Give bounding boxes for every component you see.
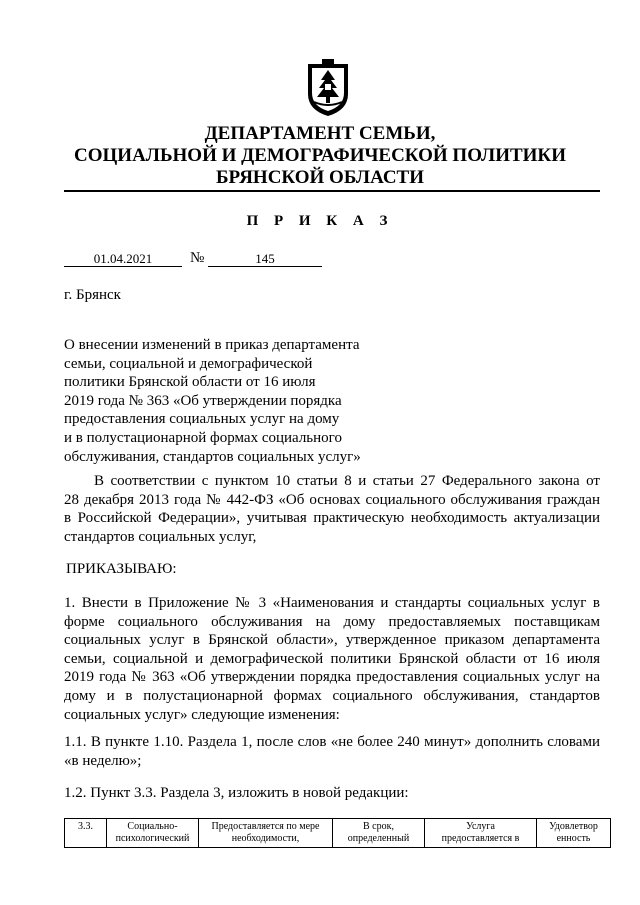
department-name-line3: БРЯНСКОЙ ОБЛАСТИ	[215, 167, 425, 188]
subject-line: политики Брянской области от 16 июля	[64, 374, 316, 391]
table-cell-term: В срок, определенный	[333, 819, 425, 848]
order-word: ПРИКАЗЫВАЮ:	[66, 561, 177, 577]
order-subject	[64, 336, 384, 466]
subject-line: и в полустационарной формах социального	[64, 429, 342, 446]
item-1	[64, 594, 600, 724]
city: г. Брянск	[64, 287, 121, 303]
table-cell-description: Предоставляется по мере необходимости,	[199, 819, 333, 848]
department-name-line2: СОЦИАЛЬНОЙ И ДЕМОГРАФИЧЕСКОЙ ПОЛИТИКИ	[74, 145, 566, 166]
subject-line: 2019 года № 363 «Об утверждении порядка	[64, 392, 342, 409]
item-1-line: семьи, социальной и демографической политики Брянской области от 16 июля	[64, 650, 600, 667]
item-1-2: 1.2. Пункт 3.3. Раздела 3, изложить в новой редакции:	[64, 785, 409, 801]
table-cell-service: Социально- психологический	[107, 819, 199, 848]
table-cell-conditions: Услуга предоставляется в	[425, 819, 537, 848]
subject-line: семьи, социальной и демографической	[64, 355, 313, 372]
item-1-1	[64, 733, 600, 770]
item-1-line: дому и в полустационарной формах социального обслуживания, стандартов	[64, 687, 600, 704]
header-divider	[64, 190, 600, 192]
item-1-1-line: 1.1. В пункте 1.10. Раздела 1, после слов «не более 240 минут» дополнить словами	[64, 734, 600, 750]
preamble	[64, 472, 600, 546]
table-row	[65, 819, 611, 848]
preamble-line: стандартов социальных услуг,	[64, 528, 257, 545]
item-1-line: социальных услуг» следующие изменения:	[64, 706, 340, 723]
item-1-line: форме социального обслуживания на дому предоставляемых поставщикам	[64, 613, 600, 630]
preamble-line: В соответствии с пунктом 10 статьи 8 и статьи 27 Федерального закона от	[94, 473, 600, 489]
document-title: П Р И К А З	[246, 213, 394, 229]
department-name-line1: ДЕПАРТАМЕНТ СЕМЬИ,	[204, 123, 436, 144]
item-1-line: 1. Внести в Приложение № 3 «Наименования и стандарты социальных услуг в	[64, 595, 600, 611]
coat-of-arms-icon	[304, 58, 352, 118]
item-1-line: социальных услуг в Брянской области», утвержденное приказом департамента	[64, 632, 600, 649]
preamble-line: в Российской Федерации», учитывая практическую необходимость актуализации	[64, 510, 600, 527]
order-date: 01.04.2021	[64, 251, 182, 267]
item-1-1-line: «в неделю»;	[64, 752, 142, 769]
subject-line: О внесении изменений в приказ департамента	[64, 337, 360, 353]
subject-line: обслуживания, стандартов социальных услуг»	[64, 448, 361, 465]
table-cell-number: 3.3.	[65, 819, 107, 848]
preamble-line: 28 декабря 2013 года № 442-ФЗ «Об основах социального обслуживания граждан	[64, 491, 600, 508]
subject-line: предоставления социальных услуг на дому	[64, 411, 340, 428]
order-number: 145	[208, 251, 322, 267]
number-sign: №	[190, 250, 205, 266]
item-1-line: 2019 года № 363 «Об утверждении порядка предоставления социальных услуг на	[64, 669, 600, 686]
standards-table	[64, 818, 611, 848]
table-cell-satisfaction: Удовлетвор енность	[537, 819, 611, 848]
